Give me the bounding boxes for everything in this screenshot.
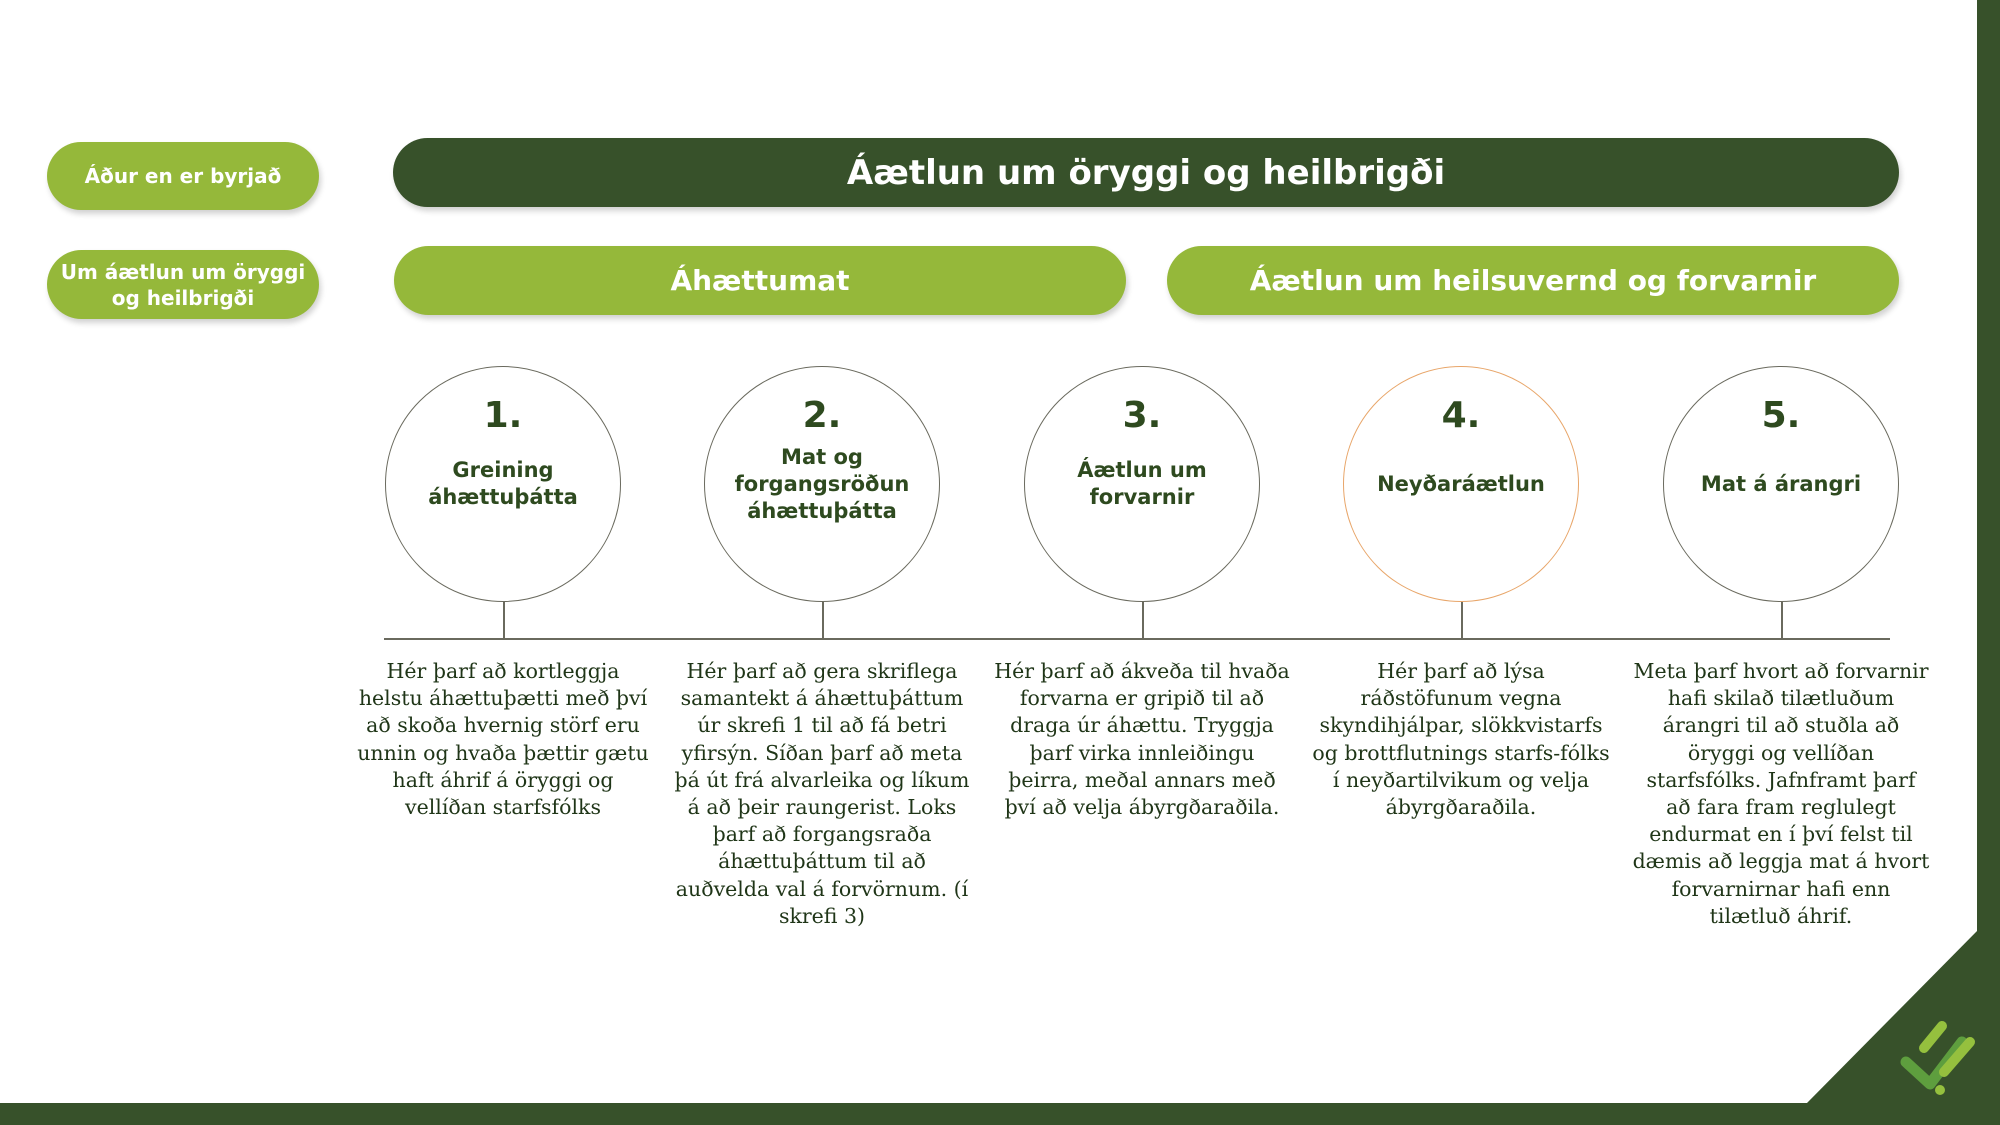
step-description: Hér þarf að ákveða til hvaða forvarna er gripið til að draga úr áhættu. Tryggja þarf virka innleiðingu þeirra, meðal annars með því að velja ábyrgðaraðila.	[994, 659, 1290, 820]
step-title-text: Mat og forgangsröðun áhættuþátta	[734, 444, 910, 523]
step-connector	[1142, 602, 1144, 639]
step-number: 1.	[483, 395, 523, 436]
step-title	[1039, 367, 1245, 601]
step-description: Hér þarf að lýsa ráðstöfunum vegna skyndihjálpar, slökkvistarfs og brottflutnings starfs-fólks í neyðartilvikum og velja ábyrgðaraðila.	[1312, 659, 1610, 820]
frame-right	[1977, 0, 2000, 1125]
step-description: Hér þarf að gera skriflega samantekt á áhættuþáttum úr skrefi 1 til að fá betri yfirsýn. Síðan þarf að meta þá út frá alvarleika og líkum á að þeir raungerist. Loks þarf að forgangsraða áhættuþáttum til að auðvelda val á forvörnum. (í skrefi 3)	[674, 659, 970, 928]
step-title	[400, 367, 606, 601]
step-connector	[503, 602, 505, 639]
step-description: Meta þarf hvort að forvarnir hafi skilað tilætluðum árangri til að stuðla að öryggi og vellíðan starfsfólks. Jafnframt þarf að fara fram reglulegt endurmat en í því felst til dæmis að leggja mat á hvort forvarnirnar hafi enn tilætluð áhrif.	[1632, 659, 1930, 928]
step-circle-3[interactable]	[1024, 366, 1260, 602]
step-connector	[1461, 602, 1463, 639]
step-title-text: Áætlun um forvarnir	[1077, 458, 1207, 509]
step-title-text: Neyðaráætlun	[1377, 471, 1545, 496]
step-title	[1358, 367, 1564, 601]
step-circle-1[interactable]	[385, 366, 621, 602]
logo-icon	[1906, 1026, 1970, 1095]
frame-bottom	[0, 1103, 2000, 1125]
step-circle-5[interactable]	[1663, 366, 1899, 602]
step-connector	[1781, 602, 1783, 639]
step-title	[1678, 367, 1884, 601]
section-risk-assessment[interactable]: Áhættumat	[394, 246, 1126, 315]
step-title	[719, 367, 925, 601]
step-number: 3.	[1122, 395, 1162, 436]
about-plan-button[interactable]: Um áætlun um öryggi og heilbrigði	[47, 250, 319, 319]
section-health-prevention-plan[interactable]: Áætlun um heilsuvernd og forvarnir	[1167, 246, 1899, 315]
step-description: Hér þarf að kortleggja helstu áhættuþætti með því að skoða hvernig störf eru unnin og hvaða þættir gætu haft áhrif á öryggi og vellíðan starfsfólks	[357, 659, 649, 820]
step-title-text: Mat á árangri	[1700, 471, 1862, 496]
step-circle-2[interactable]	[704, 366, 940, 602]
step-number: 4.	[1441, 395, 1481, 436]
step-number: 5.	[1761, 395, 1801, 436]
step-circle-4[interactable]	[1343, 366, 1579, 602]
page-title: Áætlun um öryggi og heilbrigði	[393, 138, 1899, 207]
step-title-text: Greining áhættuþátta	[428, 458, 578, 509]
step-connector	[822, 602, 824, 639]
timeline-line	[384, 638, 1890, 640]
step-number: 2.	[802, 395, 842, 436]
before-you-start-button[interactable]: Áður en er byrjað	[47, 142, 319, 210]
